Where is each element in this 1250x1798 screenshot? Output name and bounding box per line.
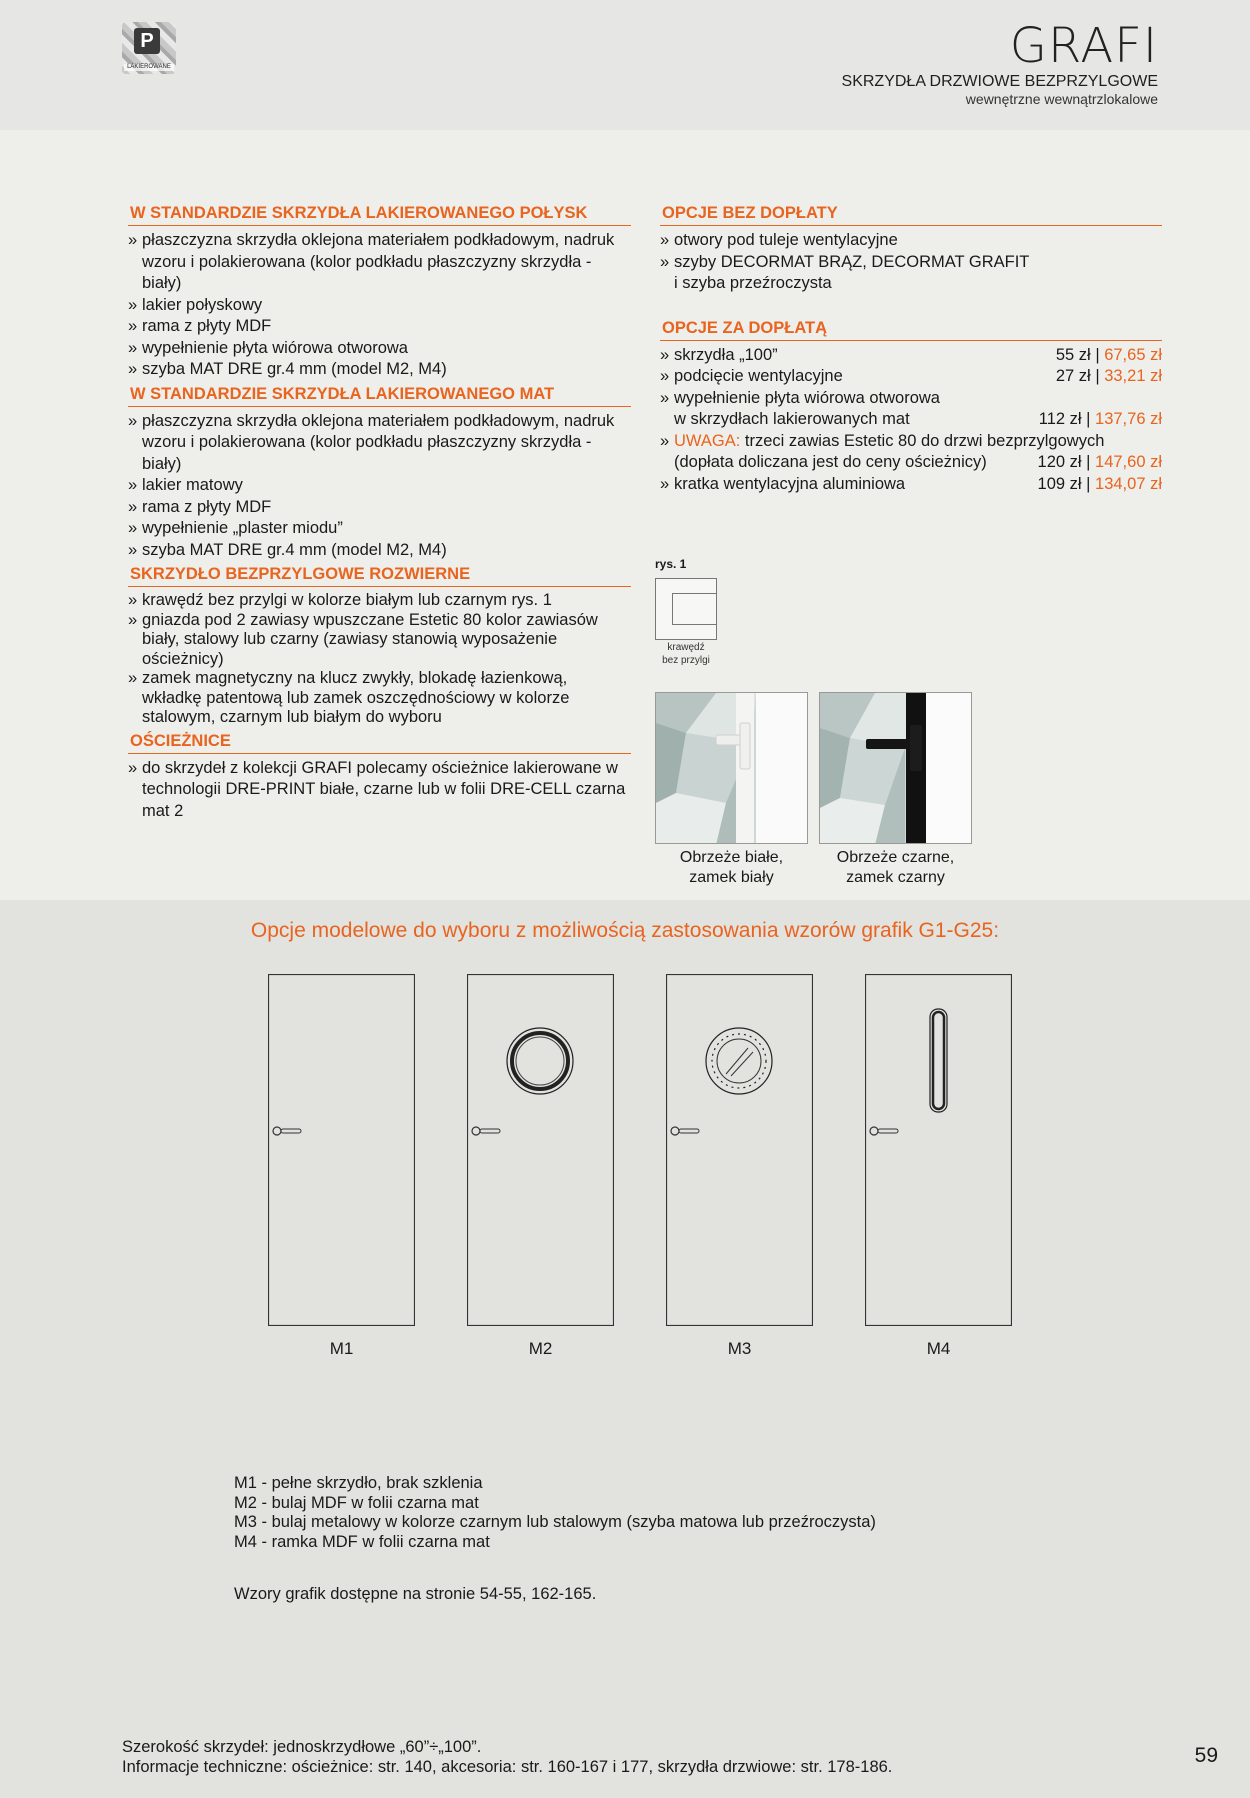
list-item: » rama z płyty MDF — [128, 316, 631, 338]
section-standard-gloss — [128, 202, 631, 381]
price-gross: 134,07 zł — [1095, 474, 1162, 493]
list-item: » szyba MAT DRE gr.4 mm (model M2, M4) — [128, 540, 631, 562]
price-row — [660, 409, 1162, 431]
price-row — [660, 474, 1162, 496]
price: 109 zł | 134,07 zł — [1037, 474, 1162, 493]
price: 112 zł | 137,76 zł — [1038, 410, 1162, 428]
option-name: w skrzydłach lakierowanych mat — [674, 410, 910, 428]
models-legend — [234, 1474, 876, 1552]
photo-caption: Obrzeże białe, zamek biały — [679, 849, 784, 886]
option-name-warning: » UWAGA: trzeci zawias Estetic 80 do drzwi bezprzylgowych — [660, 431, 1162, 453]
list-item: » lakier matowy — [128, 475, 631, 497]
badge-label: LAKIEROWANE — [124, 64, 174, 71]
page-number: 59 — [1194, 1744, 1218, 1767]
section-rebateless-leaf — [128, 563, 631, 728]
right-column — [660, 202, 1162, 497]
list-item-continuation: i szyba przeźroczysta — [674, 274, 832, 292]
price-gross: 67,65 zł — [1104, 345, 1162, 364]
option-name: » wypełnienie płyta wiórowa otworowa — [660, 388, 1162, 410]
section-paid-options — [660, 317, 1162, 496]
door-model-m4-drawing — [865, 974, 1012, 1326]
price-row — [660, 366, 1162, 388]
page-subtitle: SKRZYDŁA DRZWIOWE BEZPRZYLGOWE — [841, 73, 1158, 90]
lacquered-badge-icon — [122, 22, 176, 74]
price-gross: 137,76 zł — [1095, 410, 1162, 428]
model-label: M4 — [926, 1339, 951, 1358]
list-item: » szyba MAT DRE gr.4 mm (model M2, M4) — [128, 359, 631, 381]
legend-item: M1 - pełne skrzydło, brak szklenia — [234, 1474, 483, 1492]
price-row — [660, 345, 1162, 367]
badge-letter: P — [134, 28, 160, 54]
section-heading: OŚCIEŻNICE — [128, 730, 631, 754]
door-model-m3-drawing — [666, 974, 813, 1326]
photo-caption: Obrzeże czarne, zamek czarny — [836, 849, 955, 886]
option-name: (dopłata doliczana jest do ceny ościeżnicy) — [674, 453, 987, 471]
section-frames — [128, 730, 631, 823]
section-heading: W STANDARDZIE SKRZYDŁA LAKIEROWANEGO MAT — [128, 383, 631, 407]
title-block — [842, 20, 1158, 108]
price: 120 zł | 147,60 zł — [1037, 453, 1162, 471]
model-label: M1 — [329, 1339, 354, 1358]
section-free-options — [660, 202, 1162, 295]
list-item: » lakier połyskowy — [128, 295, 631, 317]
list-item: » do skrzydeł z kolekcji GRAFI polecamy ościeżnice lakierowane w technologii DRE-PRINT białe, czarne lub w folii DRE-CELL czarna mat 2 — [128, 758, 631, 823]
model-label: M3 — [727, 1339, 752, 1358]
price-gross: 147,60 zł — [1095, 453, 1162, 471]
list-item: » otwory pod tuleje wentylacyjne — [660, 230, 1162, 252]
option-name: » kratka wentylacyjna aluminiowa — [674, 474, 906, 493]
list-item: » szyby DECORMAT BRĄZ, DECORMAT GRAFIT — [660, 252, 1162, 274]
price-gross: 33,21 zł — [1104, 367, 1162, 385]
legend-item: M2 - bulaj MDF w folii czarna mat — [234, 1493, 479, 1512]
left-column — [128, 202, 631, 824]
figure-caption: krawędź bez przylgi — [662, 642, 710, 666]
section-heading: OPCJE BEZ DOPŁATY — [660, 202, 1162, 226]
footer-line: Szerokość skrzydeł: jednoskrzydłowe „60”÷„100”. — [122, 1738, 482, 1756]
model-label: M2 — [528, 1339, 553, 1358]
legend-item: M4 - ramka MDF w folii czarna mat — [234, 1532, 490, 1551]
models-band — [0, 900, 1250, 1798]
list-item: » gniazda pod 2 zawiasy wpuszczane Estetic 80 kolor zawiasów biały, stalowy lub czarny (zawiasy stanowią wyposażenie ościeżnicy) — [128, 611, 631, 670]
list-item: » zamek magnetyczny na klucz zwykły, blokadę łazienkową, wkładkę patentową lub zamek oszczędnościowy w kolorze stalowym, czarnym lub białym do wyboru — [128, 669, 631, 728]
door-model-m1-drawing — [268, 974, 415, 1326]
section-heading: W STANDARDZIE SKRZYDŁA LAKIEROWANEGO POŁYSK — [128, 202, 631, 226]
edge-diagram-icon — [655, 578, 717, 640]
section-heading: SKRZYDŁO BEZPRZYLGOWE ROZWIERNE — [128, 563, 631, 587]
list-item: » krawędź bez przylgi w kolorze białym lub czarnym rys. 1 — [128, 591, 631, 611]
footer-line: Informacje techniczne: ościeżnice: str. 140, akcesoria: str. 160-167 i 177, skrzydła drzwiowe: str. 178-186. — [122, 1758, 893, 1776]
figure-label: rys. 1 — [655, 557, 687, 571]
option-name: » skrzydła „100” — [674, 345, 778, 364]
door-model-m2-drawing — [467, 974, 614, 1326]
page-subtitle-secondary: wewnętrzne wewnątrzlokalowe — [965, 91, 1158, 107]
white-edge-white-lock-photo — [655, 692, 808, 844]
legend-item: M3 - bulaj metalowy w kolorze czarnym lub stalowym (szyba matowa lub przeźroczysta) — [234, 1513, 876, 1531]
warning-label: UWAGA: — [674, 431, 741, 450]
option-name: » podcięcie wentylacyjne — [674, 367, 843, 385]
section-standard-matt — [128, 383, 631, 562]
price-row — [660, 452, 1162, 474]
price: 27 zł | 33,21 zł — [1055, 367, 1162, 385]
list-item: » rama z płyty MDF — [128, 497, 631, 519]
price: 55 zł | 67,65 zł — [1055, 345, 1162, 364]
page-title: GRAFI — [1009, 18, 1158, 74]
black-edge-black-lock-photo — [819, 692, 972, 844]
list-item: » wypełnienie płyta wiórowa otworowa — [128, 338, 631, 360]
section-heading: OPCJE ZA DOPŁATĄ — [660, 317, 1162, 341]
models-title: Opcje modelowe do wyboru z możliwością zastosowania wzorów grafik G1-G25: — [250, 919, 1000, 942]
footer-notes — [122, 1737, 892, 1777]
list-item: » wypełnienie „plaster miodu” — [128, 518, 631, 540]
list-item: » płaszczyzna skrzydła oklejona materiałem podkładowym, nadruk wzoru i polakierowana (kolor podkładu płaszczyzny skrzydła - biały) — [128, 411, 631, 476]
pattern-note: Wzory grafik dostępne na stronie 54-55, 162-165. — [234, 1585, 597, 1603]
list-item: » płaszczyzna skrzydła oklejona materiałem podkładowym, nadruk wzoru i polakierowana (kolor podkładu płaszczyzny skrzydła - biały) — [128, 230, 631, 295]
